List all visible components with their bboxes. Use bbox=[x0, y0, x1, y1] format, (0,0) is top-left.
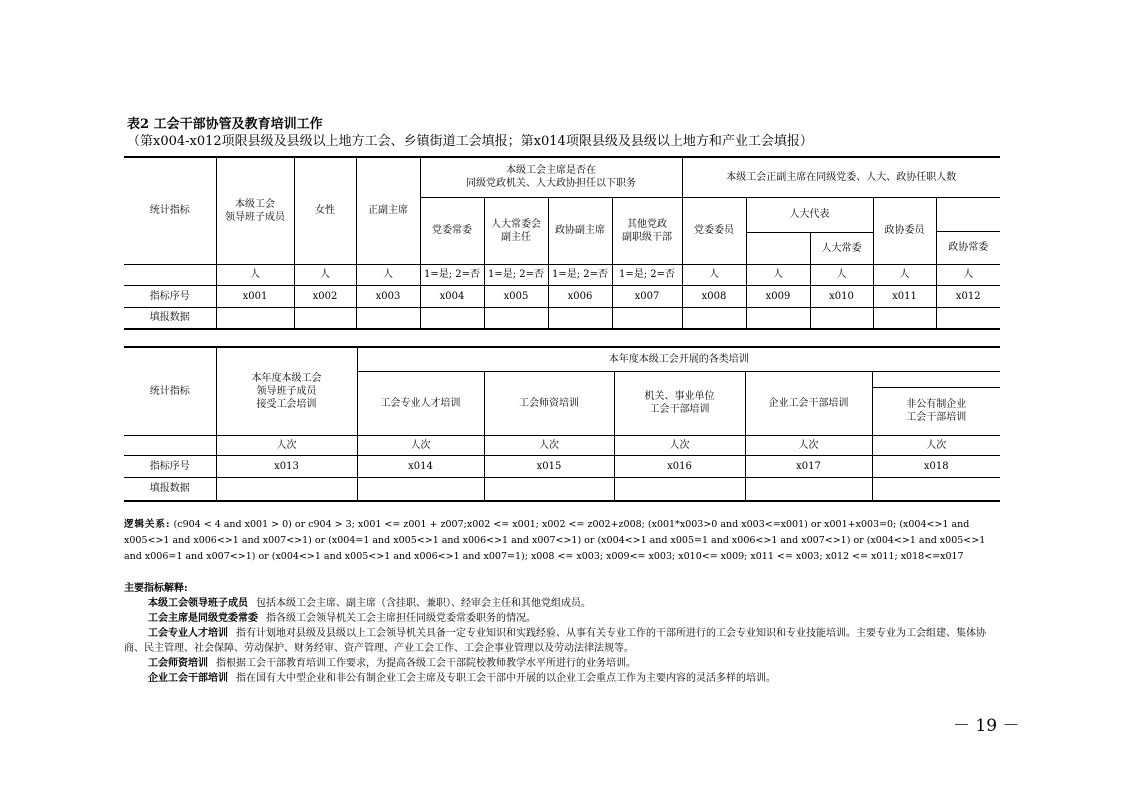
unit-cell: 人次 bbox=[357, 435, 484, 455]
fill-cell[interactable] bbox=[745, 477, 872, 501]
group-same-level-posts: 本级工会主席是否在 同级党政机关、人大政协担任以下职务 bbox=[420, 157, 682, 197]
unit-cell: 人次 bbox=[216, 435, 357, 455]
col-leaders: 本级工会 领导班子成员 bbox=[216, 157, 294, 264]
table-education-training bbox=[124, 346, 1000, 502]
definition-item bbox=[124, 611, 994, 626]
definition-text: 指在国有大中型企业和非公有制企业工会主席及专职工会干部中开展的以企业工会重点工作为主要内容的灵活多样的培训。 bbox=[236, 673, 776, 684]
definition-item bbox=[124, 671, 994, 686]
unit-cell: 人 bbox=[936, 264, 1000, 285]
fill-cell[interactable] bbox=[810, 307, 873, 329]
unit-cell: 人次 bbox=[745, 435, 872, 455]
code-cell: x014 bbox=[357, 455, 484, 477]
fill-cell[interactable] bbox=[873, 307, 936, 329]
logic-relations bbox=[124, 517, 1002, 565]
definition-text: 指根据工会干部教育培训工作要求，为提高各级工会干部院校教师教学水平所进行的业务培训。 bbox=[216, 658, 636, 669]
definition-item bbox=[124, 656, 994, 671]
fill-cell[interactable] bbox=[357, 477, 484, 501]
logic-text: (c904 < 4 and x001 > 0) or c904 > 3; x001 <= z001 + z007;x002 <= x001; x002 <= z002+z008; (x001*x003>0 and x003<=x001) or x001+x003=0; (x004<>1 and x005<>1 and x006<>1 and x007<>1) or (x004=1 and x005<>1 and x006<>1 and x007<>1) or (x004<>1 and x005=1 and x006<>1 and x007<>1) or (x004<>1 and x005<>1 and x006=1 and x007<>1) or (x004<>1 and x005<>1 and x006<>1 and x007=1); x008 <= x003; x009<= x003; x010<= x009; x011 <= x003; x012 <= x011; x018<=x017 bbox=[124, 519, 986, 562]
group-training: 本年度本级工会开展的各类培训 bbox=[357, 347, 1000, 371]
fill-cell[interactable] bbox=[614, 477, 745, 501]
unit-cell: 人次 bbox=[614, 435, 745, 455]
code-cell: x015 bbox=[484, 455, 614, 477]
code-cell: x004 bbox=[420, 285, 484, 307]
col-prof-talent: 工会专业人才培训 bbox=[357, 371, 484, 435]
definitions bbox=[124, 596, 994, 686]
code-cell: x009 bbox=[746, 285, 810, 307]
fill-label: 填报数据 bbox=[124, 477, 216, 501]
definition-term: 工会主席是同级党委常委 bbox=[148, 613, 258, 624]
unit-cell: 人 bbox=[216, 264, 294, 285]
code-cell: x007 bbox=[612, 285, 682, 307]
fill-cell[interactable] bbox=[420, 307, 484, 329]
fill-row bbox=[124, 307, 1000, 329]
unit-cell: 1=是; 2=否 bbox=[548, 264, 612, 285]
page-number: － 19 － bbox=[953, 716, 1020, 736]
definition-text: 包括本级工会主席、副主席（含挂职、兼职）、经审会主任和其他党组成员。 bbox=[256, 598, 591, 609]
col-npc-rep: 人大代表 bbox=[746, 197, 873, 232]
fill-row bbox=[124, 477, 1000, 501]
unit-cell: 人次 bbox=[872, 435, 1000, 455]
logic-label: 逻辑关系: bbox=[124, 519, 171, 530]
col-cppcc-vice: 政协副主席 bbox=[548, 197, 612, 264]
col-npc-standing-spacer bbox=[746, 232, 810, 264]
code-cell: x002 bbox=[294, 285, 356, 307]
fill-cell[interactable] bbox=[936, 307, 1000, 329]
code-cell: x016 bbox=[614, 455, 745, 477]
code-cell: x017 bbox=[745, 455, 872, 477]
definition-term: 本级工会领导班子成员 bbox=[148, 598, 248, 609]
code-cell: x003 bbox=[356, 285, 420, 307]
unit-cell: 人 bbox=[294, 264, 356, 285]
group-vice-chairs-posts: 本级工会正副主席在同级党委、人大、政协任职人数 bbox=[682, 157, 1000, 197]
code-cell: x006 bbox=[548, 285, 612, 307]
unit-cell: 人 bbox=[746, 264, 810, 285]
code-cell: x013 bbox=[216, 455, 357, 477]
units-row bbox=[124, 435, 1000, 455]
unit-cell: 人 bbox=[810, 264, 873, 285]
col-nonpublic: 非公有制企业 工会干部培训 bbox=[872, 387, 1000, 435]
fill-cell[interactable] bbox=[484, 307, 548, 329]
unit-cell: 人 bbox=[682, 264, 746, 285]
page-title: 表2 工会干部协管及教育培训工作 bbox=[127, 117, 323, 132]
index-row bbox=[124, 285, 1000, 307]
code-cell: x005 bbox=[484, 285, 548, 307]
table-cadre-management bbox=[124, 156, 1000, 330]
code-cell: x018 bbox=[872, 455, 1000, 477]
fill-cell[interactable] bbox=[356, 307, 420, 329]
fill-label: 填报数据 bbox=[124, 307, 216, 329]
col-npc-deputy: 人大常委会 副主任 bbox=[484, 197, 548, 264]
fill-cell[interactable] bbox=[484, 477, 614, 501]
unit-cell: 人 bbox=[356, 264, 420, 285]
col-cppcc-member: 政协委员 bbox=[873, 197, 936, 264]
definition-text: 指有计划地对县级及县级以上工会领导机关具备一定专业知识和实践经验、从事有关专业工作的干部所进行的工会专业知识和专业技能培训。主要专业为工会组建、集体协商、民主管理、社会保障、劳动保护、财务经审、资产管理、产业工会工作、工会企事业管理以及劳动法律法规等。 bbox=[124, 628, 986, 654]
stat-indicator-label: 统计指标 bbox=[124, 157, 216, 264]
col-enterprise: 企业工会干部培训 bbox=[745, 371, 872, 435]
col-organ: 机关、事业单位 工会干部培训 bbox=[614, 371, 745, 435]
code-cell: x011 bbox=[873, 285, 936, 307]
col-other-vice: 其他党政 副职级干部 bbox=[612, 197, 682, 264]
fill-cell[interactable] bbox=[746, 307, 810, 329]
stat-indicator-label: 统计指标 bbox=[124, 347, 216, 435]
code-cell: x008 bbox=[682, 285, 746, 307]
col-teacher: 工会师资培训 bbox=[484, 371, 614, 435]
col-cppcc-standing: 政协常委 bbox=[936, 231, 1000, 264]
index-row bbox=[124, 455, 1000, 477]
unit-cell: 人 bbox=[873, 264, 936, 285]
index-label: 指标序号 bbox=[124, 285, 216, 307]
units-row bbox=[124, 264, 1000, 285]
col-party-member: 党委委员 bbox=[682, 197, 746, 264]
code-cell: x012 bbox=[936, 285, 1000, 307]
definition-term: 企业工会干部培训 bbox=[148, 673, 228, 684]
code-cell: x010 bbox=[810, 285, 873, 307]
col-female: 女性 bbox=[294, 157, 356, 264]
page-subtitle: （第x004-x012项限县级及县级以上地方工会、乡镇街道工会填报；第x014项限县级及县级以上地方和产业工会填报） bbox=[127, 134, 813, 149]
definition-item bbox=[124, 626, 994, 656]
col-party-standing: 党委常委 bbox=[420, 197, 484, 264]
col-npc-standing: 人大常委 bbox=[810, 232, 873, 264]
fill-cell[interactable] bbox=[612, 307, 682, 329]
fill-cell[interactable] bbox=[548, 307, 612, 329]
unit-cell: 1=是; 2=否 bbox=[484, 264, 548, 285]
definition-term: 工会师资培训 bbox=[148, 658, 208, 669]
fill-cell[interactable] bbox=[294, 307, 356, 329]
code-cell: x001 bbox=[216, 285, 294, 307]
fill-cell[interactable] bbox=[682, 307, 746, 329]
definitions-heading: 主要指标解释: bbox=[124, 583, 188, 594]
index-label: 指标序号 bbox=[124, 455, 216, 477]
definition-item bbox=[124, 596, 994, 611]
unit-cell: 1=是; 2=否 bbox=[420, 264, 484, 285]
fill-cell[interactable] bbox=[216, 477, 357, 501]
fill-cell[interactable] bbox=[872, 477, 1000, 501]
definition-term: 工会专业人才培训 bbox=[148, 628, 228, 639]
col-chair: 正副主席 bbox=[356, 157, 420, 264]
fill-cell[interactable] bbox=[216, 307, 294, 329]
definition-text: 指各级工会领导机关工会主席担任同级党委常委职务的情况。 bbox=[266, 613, 536, 624]
unit-cell: 人次 bbox=[484, 435, 614, 455]
col-leaders-trained: 本年度本级工会 领导班子成员 接受工会培训 bbox=[216, 347, 357, 435]
unit-cell: 1=是; 2=否 bbox=[612, 264, 682, 285]
